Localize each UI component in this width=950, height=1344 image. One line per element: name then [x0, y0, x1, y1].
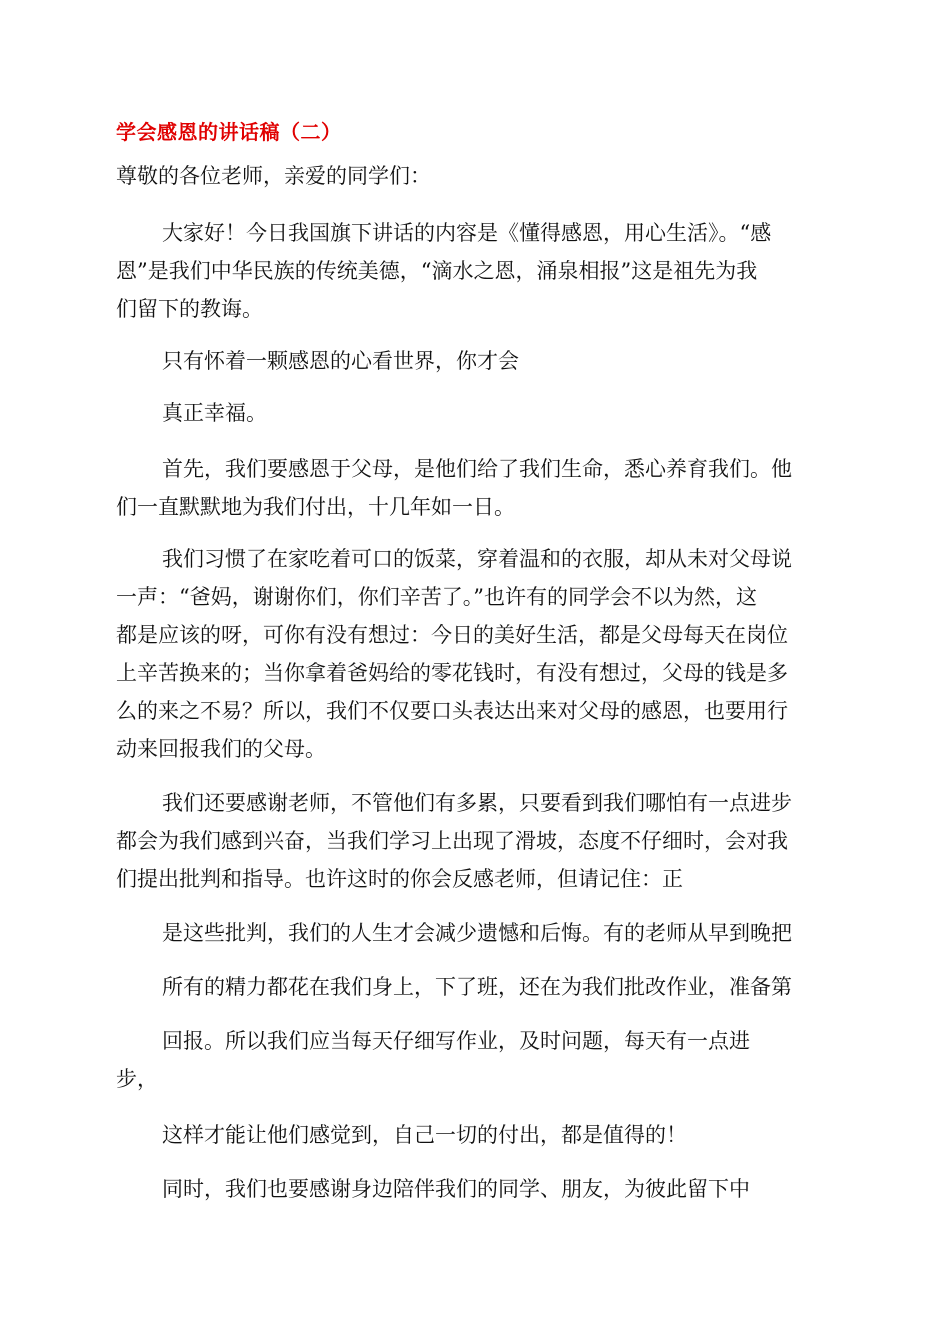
paragraph-line: 们一直默默地为我们付出，十几年如一日。 — [116, 495, 515, 519]
paragraph-line: 们提出批判和指导。也许这时的你会反感老师，但请记住：正 — [116, 867, 683, 891]
paragraph-line: 回报。所以我们应当每天仔细写作业，及时问题，每天有一点进 — [162, 1029, 750, 1053]
paragraph-greeting — [116, 214, 771, 328]
paragraph-line: 一声：“爸妈，谢谢你们，你们辛苦了。”也许有的同学会不以为然，这 — [116, 585, 757, 609]
paragraph-line: 动来回报我们的父母。 — [116, 737, 326, 761]
paragraph-line: 只有怀着一颗感恩的心看世界，你才会 — [162, 349, 519, 373]
paragraph-teachers — [116, 784, 792, 898]
paragraph-dedication — [116, 968, 792, 1006]
paragraph-line: 同时，我们也要感谢身边陪伴我们的同学、朋友，为彼此留下中 — [162, 1177, 750, 1201]
paragraph-line: 是这些批判，我们的人生才会减少遗憾和后悔。有的老师从早到晚把 — [162, 921, 792, 945]
paragraph-worthwhile — [116, 1116, 687, 1154]
salutation: 尊敬的各位老师，亲爱的同学们： — [116, 164, 431, 188]
paragraph-line: 我们习惯了在家吃着可口的饭菜，穿着温和的衣服，却从未对父母说 — [162, 547, 792, 571]
paragraph-true-happiness — [116, 394, 267, 432]
paragraph-parents — [116, 450, 792, 526]
paragraph-line: 步， — [116, 1067, 158, 1091]
paragraph-line: 我们还要感谢老师，不管他们有多累，只要看到我们哪怕有一点进步 — [162, 791, 792, 815]
paragraph-home-life — [116, 540, 792, 768]
paragraph-line: 都是应该的呀，可你有没有想过：今日的美好生活，都是父母每天在岗位 — [116, 623, 788, 647]
paragraph-line: 真正幸福。 — [162, 401, 267, 425]
paragraph-classmates — [116, 1170, 750, 1208]
paragraph-line: 上辛苦换来的；当你拿着爸妈给的零花钱时，有没有想过，父母的钱是多 — [116, 661, 788, 685]
paragraph-line: 首先，我们要感恩于父母，是他们给了我们生命，悉心养育我们。他 — [162, 457, 792, 481]
paragraph-line: 们留下的教诲。 — [116, 297, 263, 321]
paragraph-line: 都会为我们感到兴奋，当我们学习上出现了滑坡，态度不仔细时，会对我 — [116, 829, 788, 853]
paragraph-line: 恩”是我们中华民族的传统美德，“滴水之恩，涌泉相报”这是祖先为我 — [116, 259, 758, 283]
paragraph-line: 大家好！今日我国旗下讲话的内容是《懂得感恩，用心生活》。“感 — [162, 221, 772, 245]
paragraph-criticism — [116, 914, 792, 952]
paragraph-line: 所有的精力都花在我们身上，下了班，还在为我们批改作业，准备第 — [162, 975, 792, 999]
paragraph-line: 么的来之不易？所以，我们不仅要口头表达出来对父母的感恩，也要用行 — [116, 699, 788, 723]
paragraph-repay — [116, 1022, 750, 1098]
paragraph-gratitude-heart — [116, 342, 519, 380]
paragraph-line: 这样才能让他们感觉到，自己一切的付出，都是值得的！ — [162, 1123, 687, 1147]
document-title: 学会感恩的讲话稿（二） — [116, 120, 342, 144]
